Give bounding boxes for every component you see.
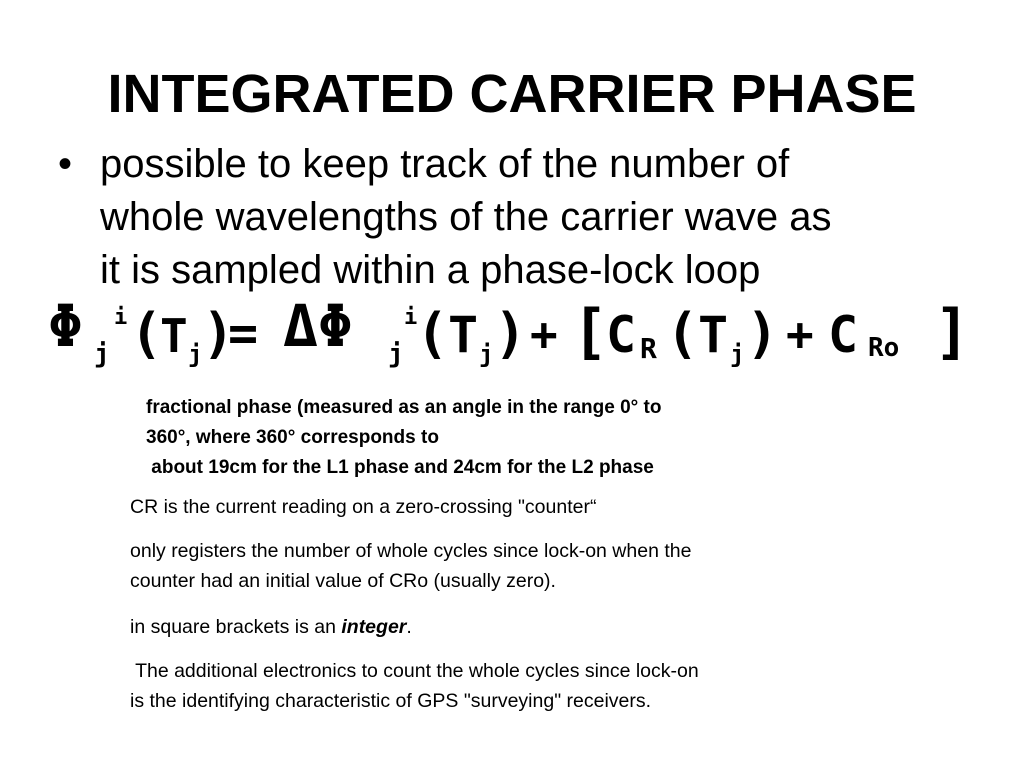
cr-definition: CR is the current reading on a zero-crossing "counter“ (130, 496, 597, 518)
eq-sub-j-3: j (388, 339, 404, 369)
eq-open-paren-2: ( (416, 302, 449, 365)
integer-prefix: in square brackets is an (130, 616, 342, 638)
eq-C-1: C (606, 306, 637, 364)
eq-sup-i-2: i (404, 305, 418, 330)
eq-sub-j-5: j (730, 340, 745, 368)
bullet-marker: • (58, 142, 73, 186)
eq-plus-2: + (786, 307, 814, 361)
eq-sup-i-1: i (114, 305, 128, 330)
integer-suffix: . (406, 616, 412, 638)
eq-T-1: T (160, 309, 188, 363)
eq-open-paren-1: ( (130, 302, 163, 365)
bullet-line-1: possible to keep track of the number of (100, 142, 790, 186)
eq-sub-Ro: Ro (868, 333, 900, 363)
electronics-line-1: The additional electronics to count the whole cycles since lock-on (130, 660, 699, 682)
bullet-text (100, 138, 980, 297)
eq-close-bracket: ] (934, 297, 971, 367)
eq-close-paren-1: ) (202, 302, 235, 365)
eq-phi: Φ (48, 296, 83, 360)
fractional-phase-line-3: about 19cm for the L1 phase and 24cm for the L2 phase (146, 457, 654, 478)
counter-registers-line-2: counter had an initial value of CRo (usually zero). (130, 570, 556, 592)
eq-sub-j-2: j (188, 340, 203, 368)
eq-sub-j-4: j (479, 340, 494, 368)
eq-close-paren-3: ) (746, 302, 779, 365)
eq-delta-phi: ΔΦ (283, 296, 353, 360)
counter-registers-note (130, 536, 910, 596)
eq-open-paren-3: ( (666, 302, 699, 365)
eq-T-3: T (698, 306, 729, 364)
slide-title: INTEGRATED CARRIER PHASE (107, 64, 917, 124)
eq-plus-1: + (530, 307, 558, 361)
electronics-note (130, 656, 910, 716)
integer-word: integer (341, 616, 407, 638)
eq-open-bracket: [ (572, 297, 609, 367)
eq-sub-j-1: j (94, 339, 110, 369)
eq-sub-R: R (640, 332, 657, 365)
carrier-phase-equation (48, 296, 978, 372)
integer-note (130, 612, 910, 642)
counter-registers-line-1: only registers the number of whole cycles since lock-on when the (130, 540, 692, 562)
explanation-notes (130, 492, 910, 732)
eq-close-paren-2: ) (494, 302, 527, 365)
fractional-phase-note (146, 393, 866, 483)
fractional-phase-line-2: 360°, where 360° corresponds to (146, 427, 439, 448)
fractional-phase-line-1: fractional phase (measured as an angle in the range 0° to (146, 397, 662, 418)
eq-C-2: C (828, 306, 859, 364)
bullet-line-2: whole wavelengths of the carrier wave as (100, 195, 832, 239)
bullet-line-3: it is sampled within a phase-lock loop (100, 248, 761, 292)
electronics-line-2: is the identifying characteristic of GPS "surveying" receivers. (130, 690, 652, 712)
eq-equals: = (228, 304, 259, 362)
eq-T-2: T (448, 306, 479, 364)
